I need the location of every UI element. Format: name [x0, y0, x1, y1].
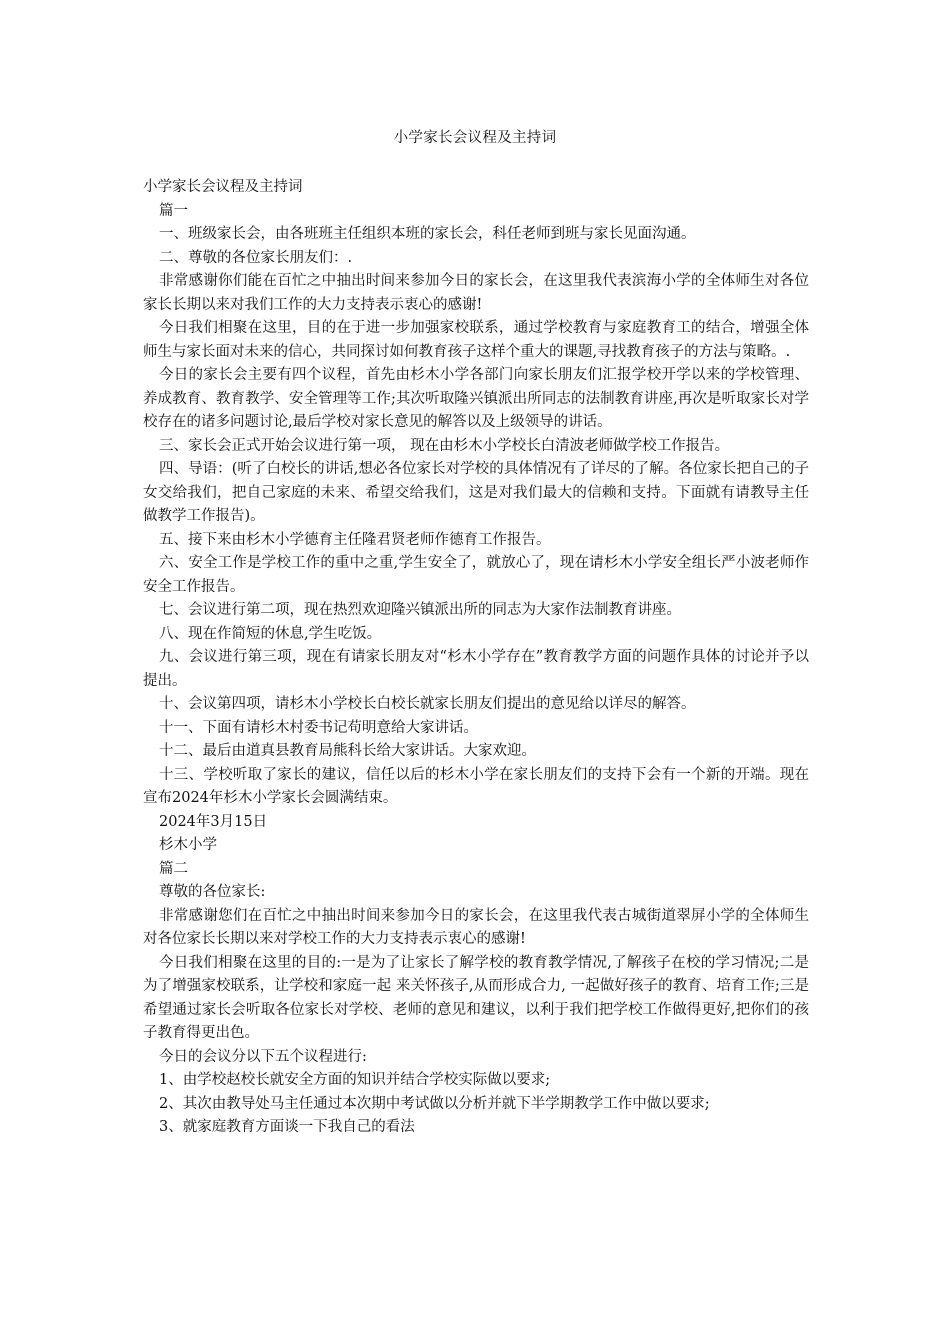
document-title: 小学家长会议程及主持词	[393, 130, 557, 146]
paragraph: 1、由学校赵校长就安全方面的知识并结合学校实际做以要求;	[159, 1072, 551, 1088]
paragraph: 杉木小学	[159, 837, 217, 853]
paragraph: 十二、最后由道真县教育局熊科长给大家讲话。大家欢迎。	[159, 743, 536, 759]
paragraph: 三、家长会正式开始会议进行第一项， 现在由杉木小学校长白清波老师做学校工作报告。	[159, 437, 730, 454]
paragraph: 四、导语：(听了白校长的讲话,想必各位家长对学校的具体情况有了详尽的了解。各位家长把自己的子女交给我们，把自己家庭的未来、希望交给我们，这是对我们最大的信赖和支持。下面就有请教导主任做教学工作报告)。	[143, 461, 809, 524]
paragraph: 2、其次由教导处马主任通过本次期中考试做以分析并就下半学期教学工作中做以要求;	[159, 1095, 710, 1112]
paragraph: 一、班级家长会，由各班班主任组织本班的家长会，科任老师到班与家长见面沟通。	[159, 226, 696, 242]
document-body	[143, 176, 809, 1140]
paragraph: 篇一	[159, 202, 188, 219]
paragraph: 2024年3月15日	[159, 813, 268, 830]
paragraph: 六、安全工作是学校工作的重中之重,学生安全了，就放心了，现在请杉木小学安全组长严小波老师作安全工作报告。	[143, 555, 809, 595]
paragraph: 小学家长会议程及主持词	[143, 179, 303, 195]
paragraph: 今日的会议分以下五个议程进行:	[159, 1048, 367, 1065]
paragraph: 十、会议第四项，请杉木小学校长白校长就家长朋友们提出的意见给以详尽的解答。	[159, 696, 696, 712]
paragraph: 十一、下面有请杉木村委书记苟明意给大家讲话。	[159, 719, 478, 736]
paragraph: 十三、学校听取了家长的建议，信任以后的杉木小学在家长朋友们的支持下会有一个新的开端。现在宣布2024年杉木小学家长会圆满结束。	[143, 766, 809, 806]
paragraph: 九、会议进行第三项，现在有请家长朋友对“杉木小学存在”教育教学方面的问题作具体的讨论并予以提出。	[143, 649, 809, 689]
paragraph: 二、尊敬的各位家长朋友们：.	[159, 249, 353, 266]
paragraph: 3、就家庭教育方面谈一下我自己的看法	[159, 1119, 415, 1135]
paragraph: 八、现在作简短的休息,学生吃饭。	[159, 625, 382, 642]
paragraph: 五、接下来由杉木小学德育主任隆君贤老师作德育工作报告。	[159, 531, 551, 548]
paragraph: 非常感谢你们能在百忙之中抽出时间来参加今日的家长会，在这里我代表滨海小学的全体师生对各位家长长期以来对我们工作的大力支持表示衷心的感谢!	[143, 273, 809, 313]
paragraph: 非常感谢您们在百忙之中抽出时间来参加今日的家长会，在这里我代表古城街道翠屏小学的全体师生对各位家长长期以来对学校工作的大力支持表示衷心的感谢!	[143, 907, 809, 947]
paragraph: 今日我们相聚在这里，目的在于进一步加强家校联系，通过学校教育与家庭教育工的结合，增强全体师生与家长面对未来的信心，共同探讨如何教育孩子这样个重大的课题,寻找教育孩子的方法与策略。.	[143, 320, 809, 360]
paragraph: 篇二	[159, 860, 188, 877]
paragraph: 今日我们相聚在这里的目的:一是为了让家长了解学校的教育教学情况,了解孩子在校的学习情况;二是为了增强家校联系，让学校和家庭一起 来关怀孩子,从而形成合力, 一起做好孩子的教育、培育工作;三是希望通过家长会听取各位家长对学校、老师的意见和建议，以利于我们把学校工作做得更好,把你们的孩子教育得更出色。	[143, 954, 809, 1041]
paragraph: 尊敬的各位家长:	[159, 884, 266, 900]
paragraph: 今日的家长会主要有四个议程，首先由杉木小学各部门向家长朋友们汇报学校开学以来的学校管理、养成教育、教育教学、安全管理等工作;其次听取隆兴镇派出所同志的法制教育讲座,再次是听取家长对学校存在的诸多问题讨论,最后学校对家长意见的解答以及上级领导的讲话。	[143, 367, 809, 430]
paragraph: 七、会议进行第二项，现在热烈欢迎隆兴镇派出所的同志为大家作法制教育讲座。	[159, 602, 681, 618]
